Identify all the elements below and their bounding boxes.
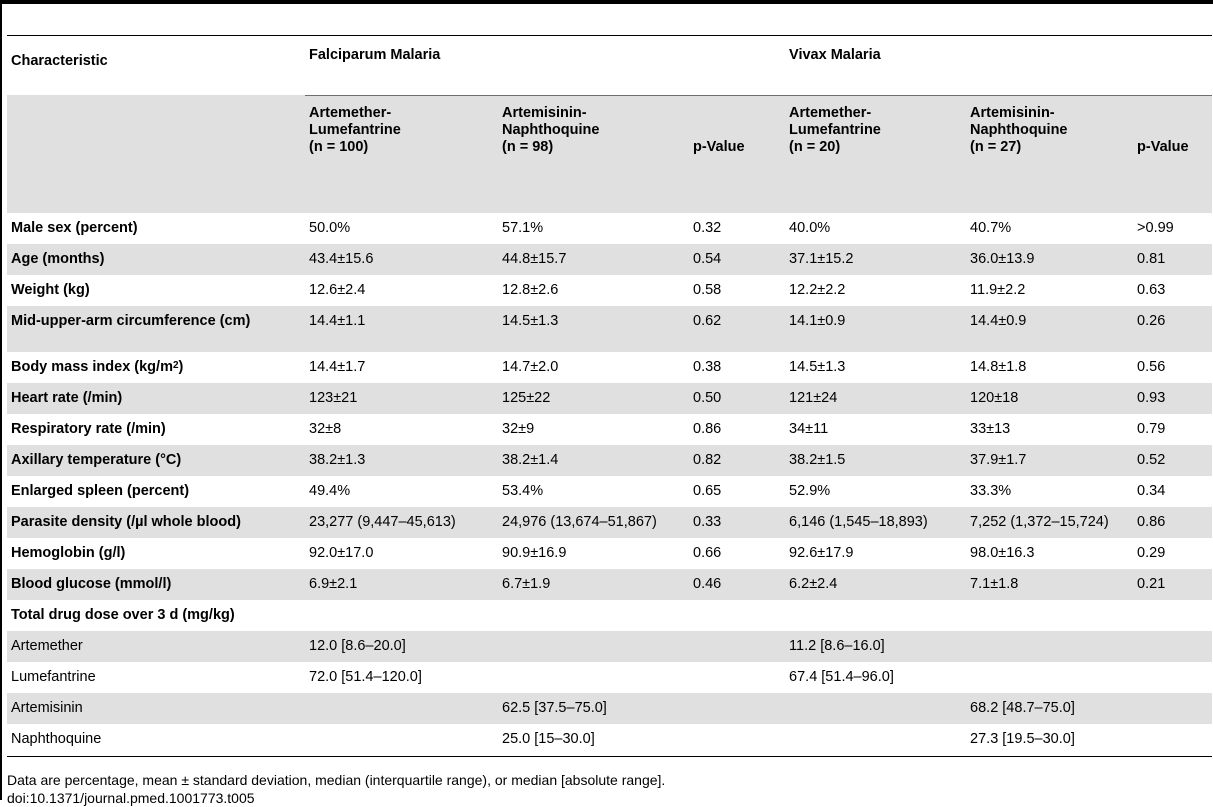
cell-p2: 0.93 [1133,383,1212,414]
cell-p2: 0.34 [1137,482,1166,499]
cell-c4: 33.3% [970,482,1012,499]
cell-c3: 52.9% [789,482,831,499]
row-label-text: Artemisinin [11,699,83,716]
header-falciparum-an-line2: Naphthoquine [502,121,600,138]
cell-c3: 121±24 [785,383,966,414]
table-row [7,352,1212,383]
header-vivax-al [785,95,966,213]
cell-c3: 37.1±15.2 [785,244,966,275]
row-label-text: Respiratory rate (/min) [11,420,166,437]
header-group-falciparum: Falciparum Malaria [305,36,785,95]
cell-c2: 125±22 [498,383,689,414]
cell-p1 [689,724,785,755]
cell-c2: 12.8±2.6 [502,281,559,298]
table-row [7,414,1212,445]
cell-c2: 62.5 [37.5–75.0] [498,693,689,724]
header-falciparum-al [305,95,498,213]
row-label [7,662,305,693]
cell-c1 [305,724,498,755]
cell-p1: 0.46 [689,569,785,600]
cell-c1: 14.4±1.7 [309,358,366,375]
cell-c1: 14.4±1.1 [305,306,498,352]
table-row [7,306,1212,352]
cell-c4: 7.1±1.8 [966,569,1133,600]
cell-c4 [966,662,1133,693]
row-label [7,631,305,662]
cell-c3 [785,600,966,631]
header-falciparum-pvalue: p-Value [689,95,785,213]
cell-c2 [498,631,689,662]
cell-c4: 36.0±13.9 [966,244,1133,275]
cell-c4: 37.9±1.7 [966,445,1133,476]
cell-p1 [689,631,785,662]
cell-c4: 98.0±16.3 [970,544,1035,561]
cell-c4: 68.2 [48.7–75.0] [966,693,1133,724]
table-row [7,244,1212,275]
header-vivax-an-n: (n = 27) [970,138,1022,155]
cell-c1: 92.0±17.0 [309,544,374,561]
cell-p2 [1133,600,1212,631]
table-doi: doi:10.1371/journal.pmed.1001773.t005 [7,790,255,806]
cell-c1 [305,600,498,631]
cell-c4: 33±13 [970,420,1011,437]
header-falciparum-an-n: (n = 98) [502,138,554,155]
table-row [7,507,1212,538]
cell-c1: 12.0 [8.6–20.0] [305,631,498,662]
table-footnote: Data are percentage, mean ± standard deviation, median (interquartile range), or median [absolute range]. [7,772,666,788]
row-label-text: Axillary temperature (°C) [11,451,182,468]
cell-p2 [1133,693,1212,724]
row-label [7,724,305,755]
cell-c3: 92.6±17.9 [789,544,854,561]
table-row [7,724,1212,755]
row-label [7,414,305,445]
cell-c1: 49.4% [309,482,351,499]
cell-c2: 44.8±15.7 [498,244,689,275]
header-falciparum-al-line1: Artemether- [309,104,392,121]
row-label [7,600,305,631]
cell-p1: 0.62 [689,306,785,352]
cell-p1: 0.86 [693,420,722,437]
cell-c2: 6.7±1.9 [498,569,689,600]
cell-p2: 0.81 [1133,244,1212,275]
cell-c3: 11.2 [8.6–16.0] [785,631,966,662]
header-falciparum-an [498,95,689,213]
cell-c2 [498,662,689,693]
row-label [7,275,305,306]
cell-c2: 53.4% [502,482,544,499]
cell-c3 [785,724,966,755]
cell-c3: 14.5±1.3 [789,358,846,375]
cell-c1: 38.2±1.3 [305,445,498,476]
row-label-text: Weight (kg) [11,281,90,298]
row-label [7,213,305,244]
table-row [7,662,1212,693]
table-row [7,476,1212,507]
header-vivax-an [966,95,1133,213]
cell-c4: 14.8±1.8 [970,358,1027,375]
cell-c1: 50.0% [309,219,351,236]
cell-c4: 7,252 (1,372–15,724) [966,507,1133,538]
header-row-groups [7,36,1212,95]
cell-p2: 0.63 [1137,281,1166,298]
cell-p2 [1133,631,1212,662]
cell-c2: 24,976 (13,674–51,867) [498,507,689,538]
table-row [7,538,1212,569]
row-label [7,569,305,600]
cell-p2: 0.52 [1133,445,1212,476]
cell-p2: 0.29 [1137,544,1166,561]
header-group-vivax: Vivax Malaria [785,36,1212,95]
cell-p2: 0.21 [1133,569,1212,600]
cell-p1: 0.54 [689,244,785,275]
row-label [7,538,305,569]
row-label-text: Lumefantrine [11,668,96,685]
cell-c4: 14.4±0.9 [966,306,1133,352]
cell-p2: 0.86 [1133,507,1212,538]
header-falciparum-an-line1: Artemisinin- [502,104,587,121]
row-label-text: Age (months) [11,250,105,267]
header-falciparum-al-n: (n = 100) [309,138,369,155]
row-label-superscript: 2 [172,359,179,371]
cell-c4: 11.9±2.2 [970,281,1026,298]
frame-left-border [0,0,2,800]
row-label-text: Artemether [11,637,83,654]
header-falciparum-al-line2: Lumefantrine [309,121,401,138]
characteristics-table [7,36,1212,755]
row-label [7,244,305,275]
cell-p1: 0.50 [689,383,785,414]
cell-c2: 90.9±16.9 [502,544,567,561]
cell-c1: 72.0 [51.4–120.0] [309,668,422,685]
table-row [7,383,1212,414]
cell-c2: 32±9 [502,420,535,437]
cell-p2: 0.79 [1137,420,1166,437]
cell-p1 [689,662,785,693]
frame-top-border [0,0,1213,4]
row-label-text: Heart rate (/min) [11,389,123,406]
row-label-text: Hemoglobin (g/l) [11,544,126,561]
cell-p1 [689,693,785,724]
cell-c1: 32±8 [309,420,342,437]
row-label [7,306,305,352]
cell-p1: 0.58 [693,281,722,298]
table-body [7,213,1212,755]
cell-c3: 6,146 (1,545–18,893) [785,507,966,538]
cell-p1 [689,600,785,631]
cell-c4 [966,631,1133,662]
cell-c4: 40.7% [970,219,1012,236]
cell-p1: 0.66 [693,544,722,561]
row-label-text: Male sex (percent) [11,219,138,236]
cell-c4: 27.3 [19.5–30.0] [970,730,1075,747]
header-blank [7,95,305,213]
header-vivax-pvalue: p-Value [1133,95,1212,213]
cell-c1: 43.4±15.6 [305,244,498,275]
cell-c1 [305,693,498,724]
cell-p1: 0.65 [693,482,722,499]
row-label-text: Naphthoquine [11,730,102,747]
row-label-tail: ) [178,358,184,375]
row-label [7,693,305,724]
cell-c1: 6.9±2.1 [305,569,498,600]
table-row [7,631,1212,662]
cell-c4: 120±18 [966,383,1133,414]
cell-p2: 0.56 [1137,358,1166,375]
row-label [7,383,305,414]
cell-c3: 40.0% [789,219,831,236]
header-vivax-an-line2: Naphthoquine [970,121,1068,138]
cell-p2: >0.99 [1137,219,1174,236]
cell-c2: 14.7±2.0 [502,358,559,375]
row-label-text: Mid-upper-arm circumference (cm) [11,312,251,329]
cell-p2 [1133,724,1212,755]
cell-c3: 38.2±1.5 [785,445,966,476]
cell-p1: 0.82 [689,445,785,476]
cell-c1: 123±21 [305,383,498,414]
row-label [7,352,305,383]
cell-p2 [1133,662,1212,693]
header-vivax-an-line1: Artemisinin- [970,104,1055,121]
cell-c3: 6.2±2.4 [785,569,966,600]
cell-c2 [498,600,689,631]
table-row [7,445,1212,476]
table-footnote-block [7,771,665,807]
header-vivax-al-n: (n = 20) [789,138,841,155]
cell-c2: 14.5±1.3 [498,306,689,352]
row-label-text: Parasite density (/µl whole blood) [11,513,241,530]
table-row [7,569,1212,600]
row-label-text: Blood glucose (mmol/l) [11,575,172,592]
header-characteristic: Characteristic [11,53,108,69]
cell-c2: 38.2±1.4 [498,445,689,476]
cell-c3: 14.1±0.9 [785,306,966,352]
cell-c3: 12.2±2.2 [789,281,846,298]
cell-p1: 0.32 [693,219,722,236]
cell-c3 [785,693,966,724]
cell-c2: 25.0 [15–30.0] [502,730,595,747]
header-row-columns [7,95,1212,213]
table-row [7,213,1212,244]
cell-p1: 0.33 [689,507,785,538]
cell-c3: 67.4 [51.4–96.0] [789,668,894,685]
cell-c4 [966,600,1133,631]
header-vivax-al-line2: Lumefantrine [789,121,881,138]
row-label [7,476,305,507]
table-row [7,693,1212,724]
cell-p2: 0.26 [1133,306,1212,352]
header-vivax-al-line1: Artemether- [789,104,872,121]
table-row [7,275,1212,306]
table-row [7,600,1212,631]
row-label [7,445,305,476]
cell-c1: 12.6±2.4 [309,281,366,298]
row-label-text: Total drug dose over 3 d (mg/kg) [11,606,235,623]
cell-c1: 23,277 (9,447–45,613) [305,507,498,538]
row-label [7,507,305,538]
row-label-text: Body mass index (kg/m [11,358,173,375]
row-label-text: Enlarged spleen (percent) [11,482,190,499]
cell-c2: 57.1% [502,219,544,236]
cell-p1: 0.38 [693,358,722,375]
cell-c3: 34±11 [789,420,829,437]
table-bottom-rule [7,756,1212,757]
